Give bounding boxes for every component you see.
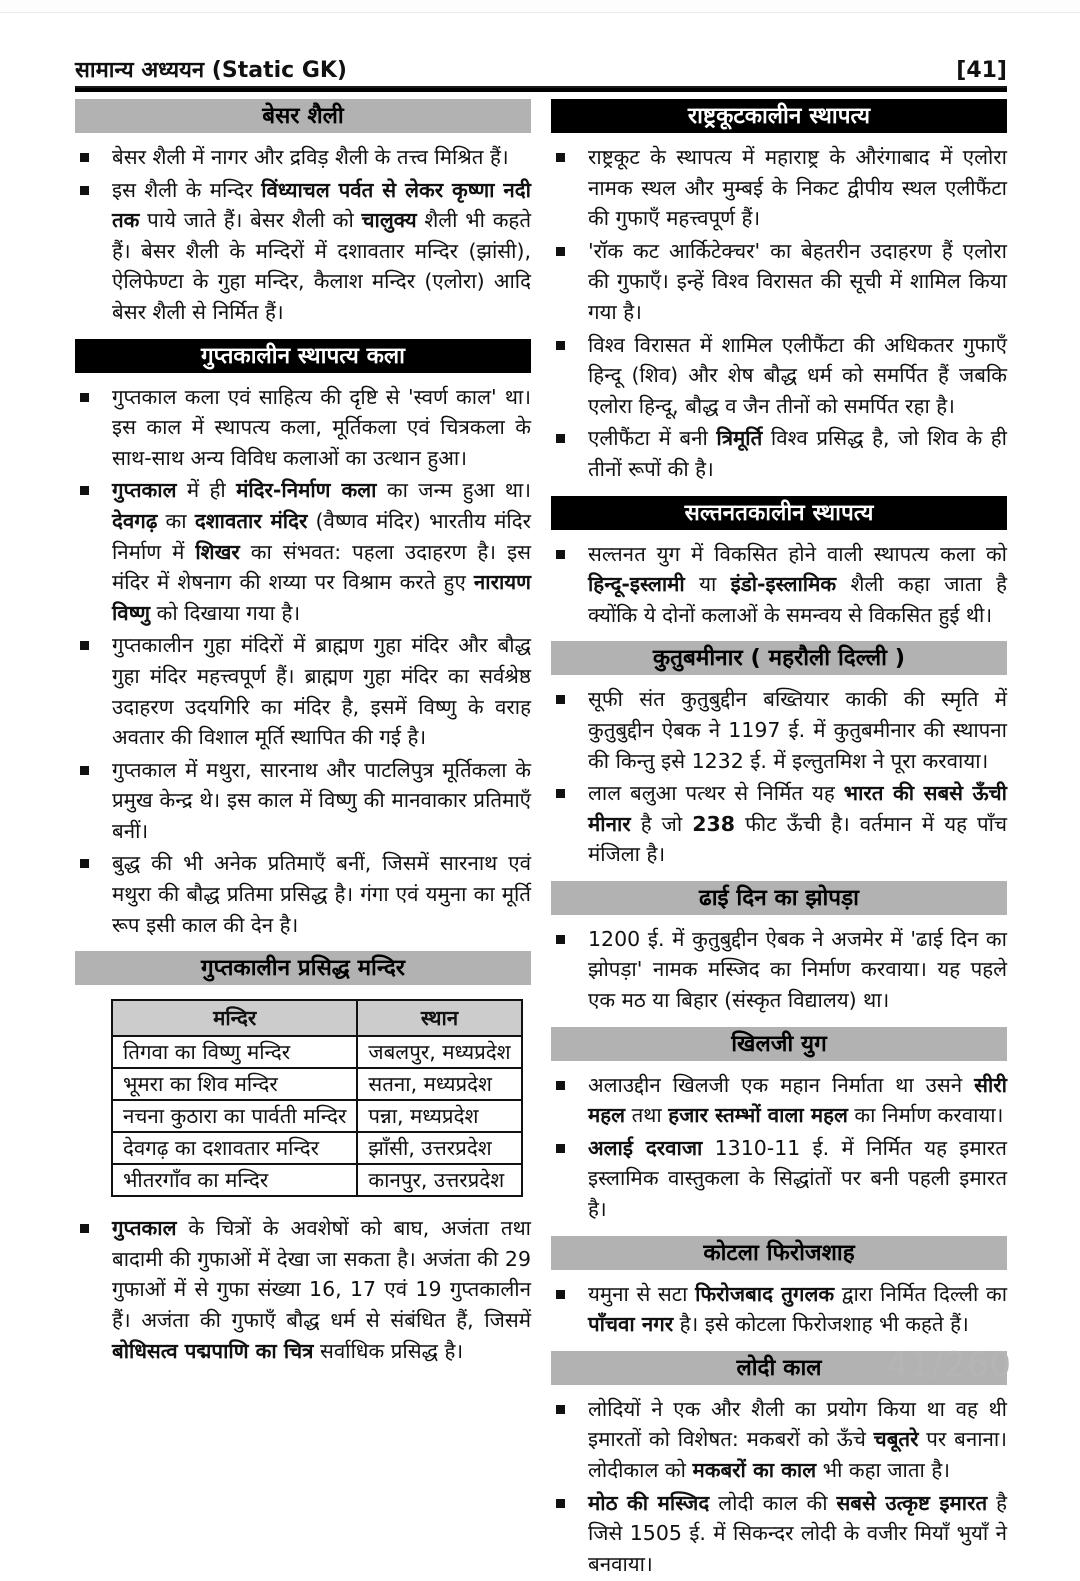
section-header: राष्ट्रकूटकालीन स्थापत्य xyxy=(551,99,1007,133)
bullet-text: गुप्तकालीन गुहा मंदिरों में ब्राह्मण गुहा मंदिर और बौद्ध गुहा मंदिर महत्त्वपूर्ण हैं। ब्राह्मण गुहा मंदिर का सर्वश्रेष्ठ उदाहरण उदयगिरि का मंदिर है, इसमें विष्णु के वराह अवतार की विशाल मूर्ति स्थापित की गई है। xyxy=(112,633,531,750)
bullet-text: लाल बलुआ पत्थर से निर्मित यह भारत की सबसे ऊँची मीनार है जो 238 फीट ऊँची है। वर्तमान में यह पाँच मंजिला है। xyxy=(588,781,1007,867)
bullet-item xyxy=(551,236,1007,328)
table-cell: भूमरा का शिव मन्दिर xyxy=(112,1068,357,1100)
bullet-text: सूफी संत कुतुबुद्दीन बख्तियार काकी की स्मृति में कुतुबुद्दीन ऐबक ने 1197 ई. में कुतुबमीनार की स्थापना की किन्तु इसे 1232 ई. में इल्तुतमिश ने पूरा करवाया। xyxy=(588,687,1007,773)
section-header: गुप्तकालीन स्थापत्य कला xyxy=(75,339,531,373)
table-header-row xyxy=(112,1000,522,1036)
bullet-item xyxy=(551,330,1007,422)
bullet-text: अलाउद्दीन खिलजी एक महान निर्माता था उसने सीरी महल तथा हजार स्तम्भों वाला महल का निर्माण करवाया। xyxy=(588,1072,1007,1128)
page-indicator: 41/260 xyxy=(886,1345,1012,1385)
bullet-square-icon xyxy=(556,1081,565,1090)
table-row xyxy=(112,1132,522,1164)
table-cell: भीतरगाँव का मन्दिर xyxy=(112,1164,357,1196)
bullet-item xyxy=(75,475,531,628)
bullet-text: लोदियों ने एक और शैली का प्रयोग किया था वह थी इमारतों को विशेषत: मकबरों को ऊँचे चबूतरे पर बनाना। लोदीकाल को मकबरों का काल भी कहा जाता है। xyxy=(588,1396,1007,1482)
bullet-item xyxy=(75,382,531,474)
bullet-square-icon xyxy=(80,486,89,495)
viewer-top-edge xyxy=(0,0,1080,13)
bullet-square-icon xyxy=(556,434,565,443)
section-header: बेसर शैली xyxy=(75,99,531,133)
bullet-square-icon xyxy=(80,393,89,402)
bullet-text: एलीफैंटा में बनी त्रिमूर्ति विश्व प्रसिद्ध है, जो शिव के ही तीनों रूपों की है। xyxy=(588,426,1007,481)
bullet-square-icon xyxy=(556,1499,565,1508)
bullet-text: विश्व विरासत में शामिल एलीफैंटा की अधिकतर गुफाएँ हिन्दू (शिव) और शेष बौद्ध धर्म को समर्पित हैं जबकि एलोरा हिन्दू, बौद्ध व जैन तीनों को समर्पित रहा है। xyxy=(588,332,1007,418)
bullet-square-icon xyxy=(556,550,565,559)
bullet-item xyxy=(551,778,1007,870)
section-header: कुतुबमीनार ( महरौली दिल्ली ) xyxy=(551,641,1007,675)
table-cell: नचना कुठारा का पार्वती मन्दिर xyxy=(112,1100,357,1132)
section-header: सल्तनतकालीन स्थापत्य xyxy=(551,496,1007,530)
bullet-item xyxy=(551,1488,1007,1580)
bullet-item xyxy=(551,1070,1007,1131)
bullet-square-icon xyxy=(556,341,565,350)
section-header: कोटला फिरोजशाह xyxy=(551,1236,1007,1270)
bullet-item xyxy=(75,1213,531,1366)
table-header-cell: स्थान xyxy=(357,1000,521,1036)
bullet-item xyxy=(551,539,1007,631)
left-column xyxy=(75,99,531,1368)
bullet-square-icon xyxy=(80,641,89,650)
bullet-item xyxy=(551,924,1007,1016)
bullet-item xyxy=(551,1394,1007,1486)
bullet-square-icon xyxy=(556,695,565,704)
bullet-square-icon xyxy=(556,247,565,256)
bullet-text: गुप्तकाल कला एवं साहित्य की दृष्टि से 'स्वर्ण काल' था। इस काल में स्थापत्य कला, मूर्तिकला एवं चित्रकला के साथ-साथ अन्य विविध कलाओं का उत्थान हुआ। xyxy=(112,384,531,470)
bullet-text: सल्तनत युग में विकसित होने वाली स्थापत्य कला को हिन्दू-इस्लामी या इंडो-इस्लामिक शैली कहा जाता है क्योंकि ये दोनों कलाओं के समन्वय से विकसित हुई थी। xyxy=(588,541,1008,627)
bullet-text: गुप्तकाल में मथुरा, सारनाथ और पाटलिपुत्र मूर्तिकला के प्रमुख केन्द्र थे। इस काल में विष्णु की मानवाकार प्रतिमाएँ बनीं। xyxy=(112,757,531,843)
bullet-square-icon xyxy=(80,859,89,868)
bullet-item xyxy=(75,175,531,328)
bullet-square-icon xyxy=(556,153,565,162)
bullet-item xyxy=(551,1279,1007,1340)
page-title: सामान्य अध्ययन (Static GK) xyxy=(75,58,347,83)
document-page xyxy=(75,99,1007,1581)
table-header-cell: मन्दिर xyxy=(112,1000,357,1036)
bullet-text: इस शैली के मन्दिर विंध्याचल पर्वत से लेकर कृष्णा नदी तक पाये जाते हैं। बेसर शैली को चालुक्य शैली भी कहते हैं। बेसर शैली के मन्दिरों में दशावतार मन्दिर (झांसी), ऐलिफेण्टा के गुहा मन्दिर, कैलाश मन्दिर (एलोरा) आदि बेसर शैली से निर्मित हैं। xyxy=(112,177,532,324)
page-header xyxy=(75,54,1007,84)
section-header: लोदी काल xyxy=(551,1351,1007,1385)
bullet-text: यमुना से सटा फिरोजबाद तुगलक द्वारा निर्मित दिल्ली का पाँचवा नगर है। इसे कोटला फिरोजशाह भी कहते हैं। xyxy=(588,1281,1007,1337)
bullet-square-icon xyxy=(556,789,565,798)
bullet-item xyxy=(551,142,1007,234)
table-cell: तिगवा का विष्णु मन्दिर xyxy=(112,1036,357,1068)
bullet-square-icon xyxy=(80,186,89,195)
section-header: खिलजी युग xyxy=(551,1027,1007,1061)
bullet-item xyxy=(75,630,531,752)
table-row xyxy=(112,1036,522,1068)
bullet-text: गुप्तकाल के चित्रों के अवशेषों को बाघ, अजंता तथा बादामी की गुफाओं में देखा जा सकता है। अजंता की 29 गुफाओं में से गुफा संख्या 16, 17 एवं 19 गुप्तकालीन हैं। अजंता की गुफाएँ बौद्ध धर्म से संबंधित हैं, जिसमें बोधिसत्व पद्मपाणि का चित्र सर्वाधिक प्रसिद्ध है। xyxy=(112,1216,531,1363)
bullet-square-icon xyxy=(556,1290,565,1299)
bullet-text: मोठ की मस्जिद लोदी काल की सबसे उत्कृष्ट इमारत है जिसे 1505 ई. में सिकन्दर लोदी के वजीर मियाँ भुयाँ ने बनवाया। xyxy=(588,1490,1008,1576)
page-number-ref: [41] xyxy=(956,58,1007,83)
bullet-item xyxy=(75,755,531,847)
bullet-text: गुप्तकाल में ही मंदिर-निर्माण कला का जन्म हुआ था। देवगढ़ का दशावतार मंदिर (वैष्णव मंदिर) भारतीय मंदिर निर्माण में शिखर का संभवत: पहला उदाहरण है। इस मंदिर में शेषनाग की शय्या पर विश्राम करते हुए नारायण विष्णु को दिखाया गया है। xyxy=(112,478,532,625)
bullet-square-icon xyxy=(556,1405,565,1414)
table-row xyxy=(112,1068,522,1100)
section-header: ढाई दिन का झोपड़ा xyxy=(551,881,1007,915)
bullet-square-icon xyxy=(80,1224,89,1233)
bullet-text: अलाई दरवाजा 1310-11 ई. में निर्मित यह इमारत इस्लामिक वास्तुकला के सिद्धांतों पर बनी पहली इमारत है। xyxy=(588,1135,1007,1222)
section-header: गुप्तकालीन प्रसिद्ध मन्दिर xyxy=(75,951,531,985)
table-cell: पन्ना, मध्यप्रदेश xyxy=(357,1100,521,1132)
bullet-item xyxy=(551,1133,1007,1225)
bullet-item xyxy=(75,848,531,940)
bullet-text: 'रॉक कट आर्किटेक्चर' का बेहतरीन उदाहरण हैं एलोरा की गुफाएँ। इन्हें विश्व विरासत की सूची में शामिल किया गया है। xyxy=(588,238,1007,324)
table-row xyxy=(112,1100,522,1132)
bullet-text: बेसर शैली में नागर और द्रविड़ शैली के तत्त्व मिश्रित हैं। xyxy=(112,145,509,169)
bullet-square-icon xyxy=(556,935,565,944)
bullet-square-icon xyxy=(556,1144,565,1153)
temples-table xyxy=(111,999,523,1197)
bullet-text: राष्ट्रकूट के स्थापत्य में महाराष्ट्र के औरंगाबाद में एलोरा नामक स्थल और मुम्बई के निकट द्वीपीय स्थल एलीफैंटा की गुफाएँ महत्त्वपूर्ण हैं। xyxy=(588,145,1007,231)
header-double-rule xyxy=(75,86,1007,92)
table-cell: जबलपुर, मध्यप्रदेश xyxy=(357,1036,521,1068)
bullet-square-icon xyxy=(80,766,89,775)
table-cell: झाँसी, उत्तरप्रदेश xyxy=(357,1132,521,1164)
bullet-item xyxy=(551,423,1007,484)
table-cell: सतना, मध्यप्रदेश xyxy=(357,1068,521,1100)
bullet-text: बुद्ध की भी अनेक प्रतिमाएँ बनीं, जिसमें सारनाथ एवं मथुरा की बौद्ध प्रतिमा प्रसिद्ध है। गंगा एवं यमुना का मूर्ति रूप इसी काल की देन है। xyxy=(112,851,531,937)
bullet-item xyxy=(551,684,1007,776)
bullet-square-icon xyxy=(80,153,89,162)
table-cell: देवगढ़ का दशावतार मन्दिर xyxy=(112,1132,357,1164)
bullet-item xyxy=(75,142,531,173)
table-cell: कानपुर, उत्तरप्रदेश xyxy=(357,1164,521,1196)
table-row xyxy=(112,1164,522,1196)
bullet-text: 1200 ई. में कुतुबुद्दीन ऐबक ने अजमेर में 'ढाई दिन का झोपड़ा' नामक मस्जिद का निर्माण करवाया। यह पहले एक मठ या बिहार (संस्कृत विद्यालय) था। xyxy=(588,926,1007,1013)
